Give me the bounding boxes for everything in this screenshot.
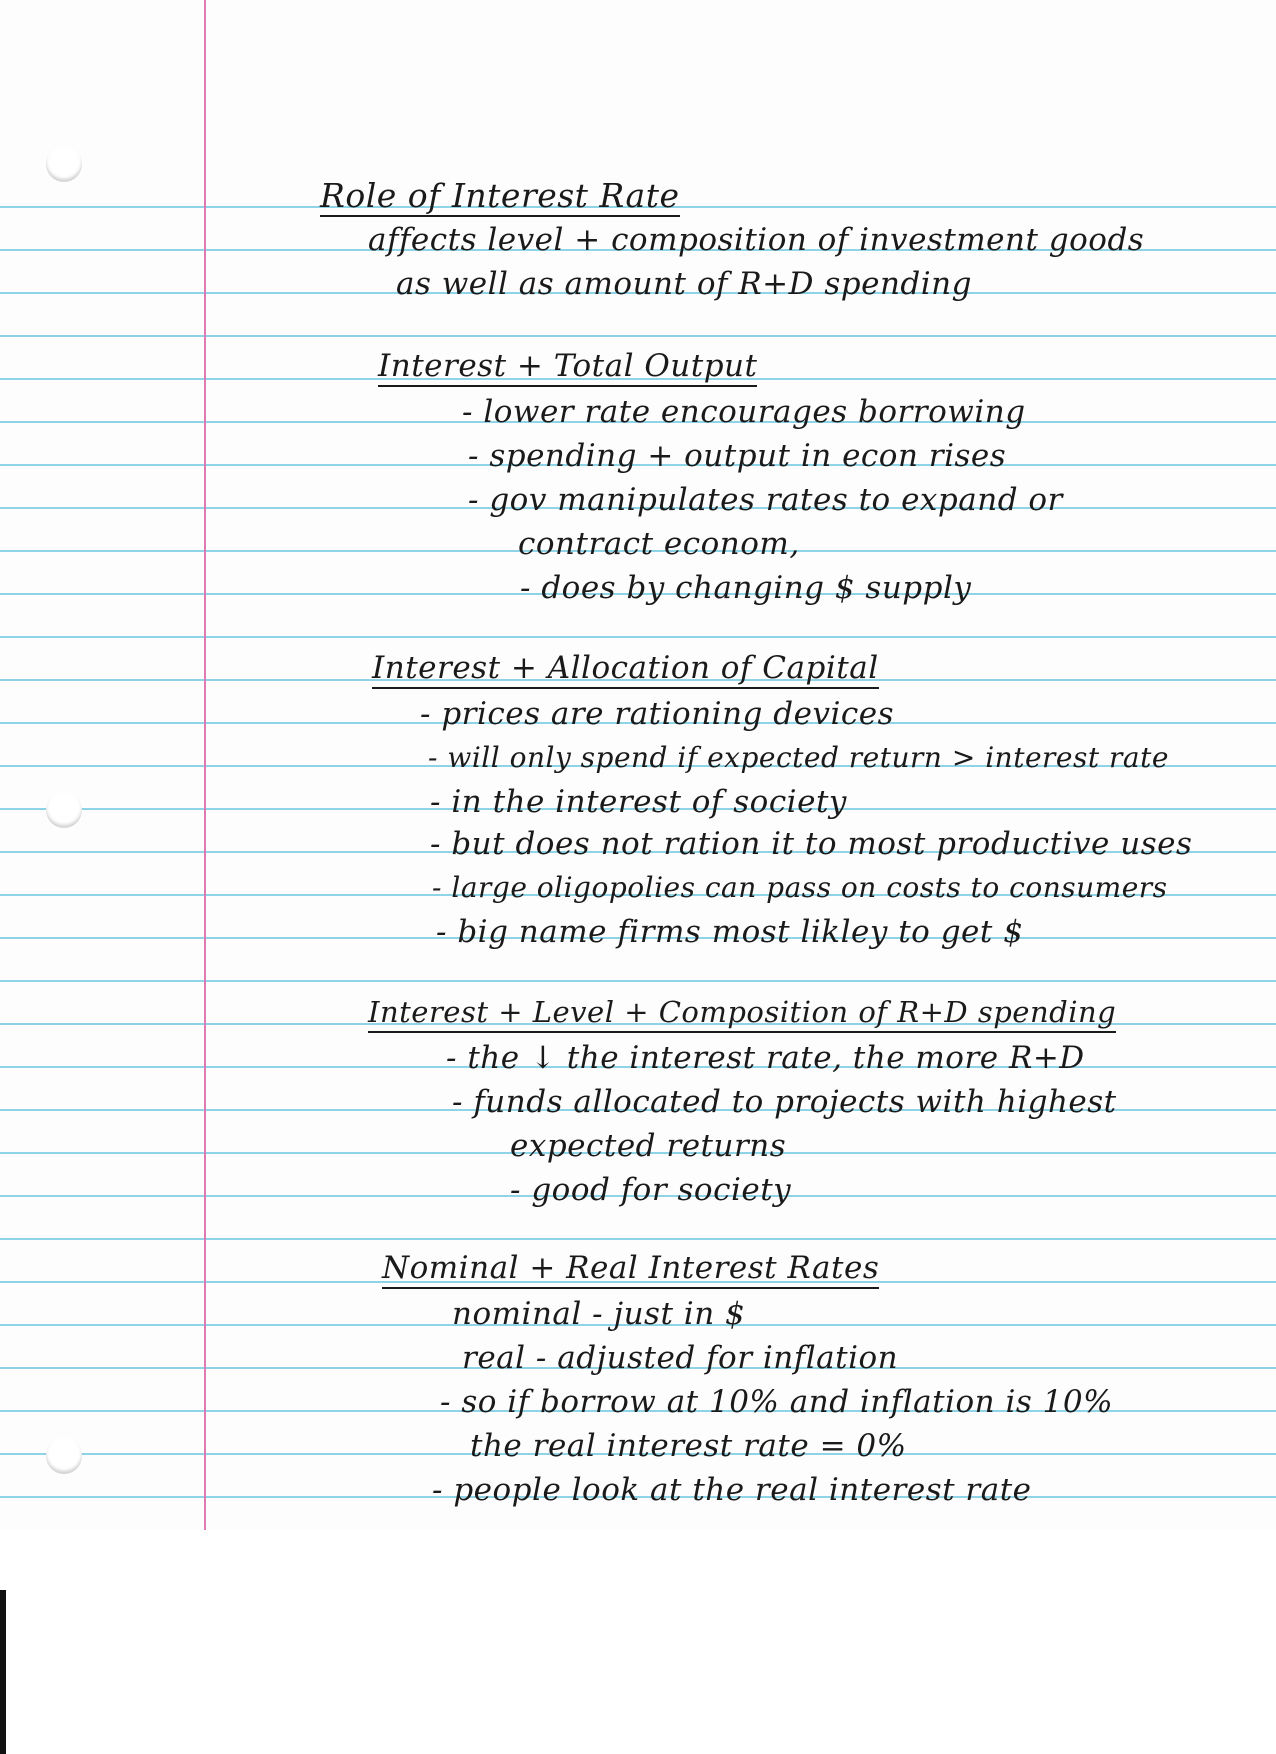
section-heading: Interest + Total Output — [378, 348, 757, 387]
note-line: contract econom, — [518, 526, 800, 562]
note-line: - so if borrow at 10% and inflation is 10% — [440, 1384, 1114, 1420]
note-line: - spending + output in econ rises — [468, 438, 1007, 474]
note-line: as well as amount of R+D spending — [396, 266, 972, 302]
note-line: - good for society — [510, 1172, 792, 1208]
note-line: expected returns — [510, 1128, 787, 1164]
note-line: - does by changing $ supply — [520, 570, 972, 606]
note-line: - but does not ration it to most productive uses — [430, 826, 1193, 862]
section-heading: Role of Interest Rate — [320, 176, 680, 215]
section-heading: Interest + Level + Composition of R+D spending — [368, 994, 1116, 1033]
note-line: - funds allocated to projects with highest — [452, 1084, 1117, 1120]
note-line: - lower rate encourages borrowing — [462, 394, 1026, 430]
note-line: - prices are rationing devices — [420, 696, 894, 732]
note-line: - big name firms most likley to get $ — [436, 914, 1024, 950]
note-line: - gov manipulates rates to expand or — [468, 482, 1063, 518]
note-line: - will only spend if expected return > interest rate — [428, 741, 1169, 774]
section-heading: Nominal + Real Interest Rates — [382, 1250, 879, 1289]
note-line: - in the interest of society — [430, 784, 847, 820]
note-line: - the ↓ the interest rate, the more R+D — [446, 1040, 1085, 1076]
note-line: the real interest rate = 0% — [470, 1428, 907, 1464]
note-line: - large oligopolies can pass on costs to consumers — [432, 871, 1168, 904]
note-line: real - adjusted for inflation — [462, 1340, 899, 1376]
note-line: nominal - just in $ — [452, 1296, 746, 1332]
note-line: - people look at the real interest rate — [432, 1472, 1032, 1508]
note-line: affects level + composition of investment goods — [368, 222, 1145, 258]
section-heading: Interest + Allocation of Capital — [372, 650, 879, 689]
